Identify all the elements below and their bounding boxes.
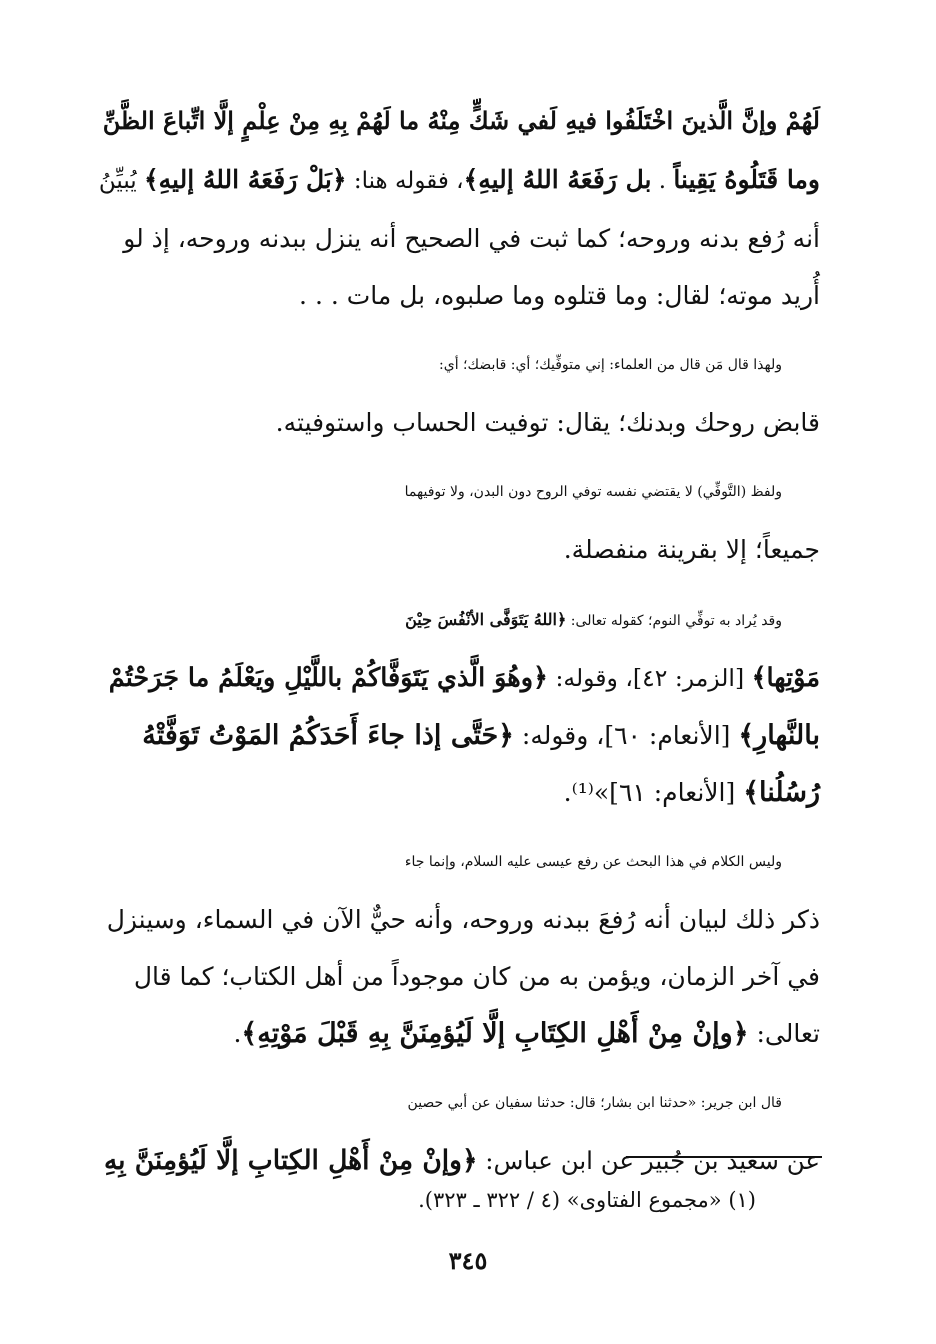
quran-quote: وما قَتَلُوهُ يَقِيناً [673,165,820,194]
text-run: جميعاً؛ إلا بقرينة منفصلة. [563,535,820,564]
paragraph [100,92,820,324]
paragraph [100,464,820,578]
text-run: وقد يُراد به توفِّي النوم؛ كقوله تعالى: [566,613,782,629]
text-line [100,267,820,324]
page-body [100,92,820,1202]
text-run: في آخر الزمان، ويؤمن به من كان موجوداً من أهل الكتاب؛ كما قال [133,962,820,991]
text-line [100,464,820,521]
main-text [100,92,820,1189]
text-line [100,650,820,707]
text-run: . [651,168,674,194]
text-run: ولهذا قال مَن قال من العلماء: إني متوفِّيك؛ أي: قابضك؛ أي: [439,357,782,373]
text-line [100,891,820,948]
paragraph [100,337,820,451]
text-line [100,591,820,650]
text-line [100,151,820,210]
text-line [100,1075,820,1132]
text-line [100,948,820,1005]
quran-quote: رُسُلُنا﴾ [743,777,820,808]
text-run: تعالى: [748,1019,820,1048]
text-line [100,210,820,267]
text-run: [الزمر: ٤٢]، وقوله: [548,664,752,692]
text-line [100,707,820,764]
quran-quote: مَوْتِها﴾ [751,663,820,693]
text-line [100,834,820,891]
text-run: ذكر ذلك لبيان أنه رُفعَ ببدنه وروحه، وأنه حيٌّ الآن في السماء، وسينزل [106,905,820,934]
paragraph [100,1075,820,1189]
quran-quote: ﴿وإنْ مِنْ أَهْلِ الكِتابِ إلَّا لَيُؤمِنَنَّ بِهِ [103,1145,478,1176]
paragraph [100,591,820,821]
quran-quote: ﴿وإنْ مِنْ أَهْلِ الكِتَابِ إلَّا لَيُؤمِنَنَّ بِهِ قَبْلَ مَوْتِهِ﴾ [241,1018,749,1049]
text-line [100,394,820,451]
text-run: أنه رُفع بدنه وروحه؛ كما ثبت في الصحيح أنه ينزل ببدنه وروحه، إذ لو [123,224,820,253]
text-run: ، فقوله هنا: [346,168,464,194]
text-line [100,764,820,821]
footnote: (١) «مجموع الفتاوى» (٤ / ٣٢٢ ـ ٣٢٣). [418,1188,756,1212]
quran-quote: ﴿اللهُ يَتَوَفَّى الأنْفُسَ حِيْنَ [405,610,567,629]
quran-quote: لَهُمْ وإنَّ الَّذينَ اخْتَلَفُوا فيهِ لَفي شَكٍّ مِنْهُ ما لَهُمْ بِهِ مِنْ عِلْمٍ إلَّا اتِّباعَ الظَّنِّ [102,106,820,135]
text-line [100,92,820,151]
quran-quote: ﴿بَلْ رَفَعَهُ اللهُ إليهِ﴾ [143,165,347,194]
quran-quote: ﴿وهُوَ الَّذي يَتَوَفَّاكُمْ باللَّيْلِ ويَعْلَمُ ما جَرَحْتُمْ [108,663,548,693]
text-run: وليس الكلام في هذا البحث عن رفع عيسى عليه السلام، وإنما جاء [404,854,782,870]
text-run: قال ابن جرير: «حدثنا ابن بشار؛ قال: حدثنا سفيان عن أبي حصين [407,1095,782,1111]
text-run: [الأنعام: ٦٠]، وقوله: [513,721,739,750]
text-run: عن سعيد بن جُبير عن ابن عباس: [477,1146,820,1175]
text-run: قابض روحك وبدنك؛ يقال: توفيت الحساب واستوفيته. [275,408,820,437]
text-line [100,337,820,394]
footnote-separator [626,1156,822,1158]
text-line [100,521,820,578]
text-run: ولفظ (التَّوفِّي) لا يقتضي نفسه توفي الروح دون البدن، ولا توفيهما [404,484,782,500]
quran-quote: بالنَّهارِ﴾ [738,720,820,751]
quran-quote: بل رَفَعَهُ اللهُ إليهِ﴾ [463,165,652,194]
paragraph [100,834,820,1062]
text-run: أُريد موته؛ لقال: وما قتلوه وما صلبوه، بل مات . . . [299,281,820,310]
page-number: ٣٤٥ [448,1246,488,1275]
text-run: . [233,1019,242,1048]
text-line [100,1005,820,1062]
text-run: يُبيِّنُ [98,168,144,194]
quran-quote: ﴿حَتَّى إذا جاءَ أَحَدَكُمُ المَوْتُ تَوَفَّتْهُ [142,720,514,751]
text-run: [الأنعام: ٦١]»⁽¹⁾. [563,778,744,807]
